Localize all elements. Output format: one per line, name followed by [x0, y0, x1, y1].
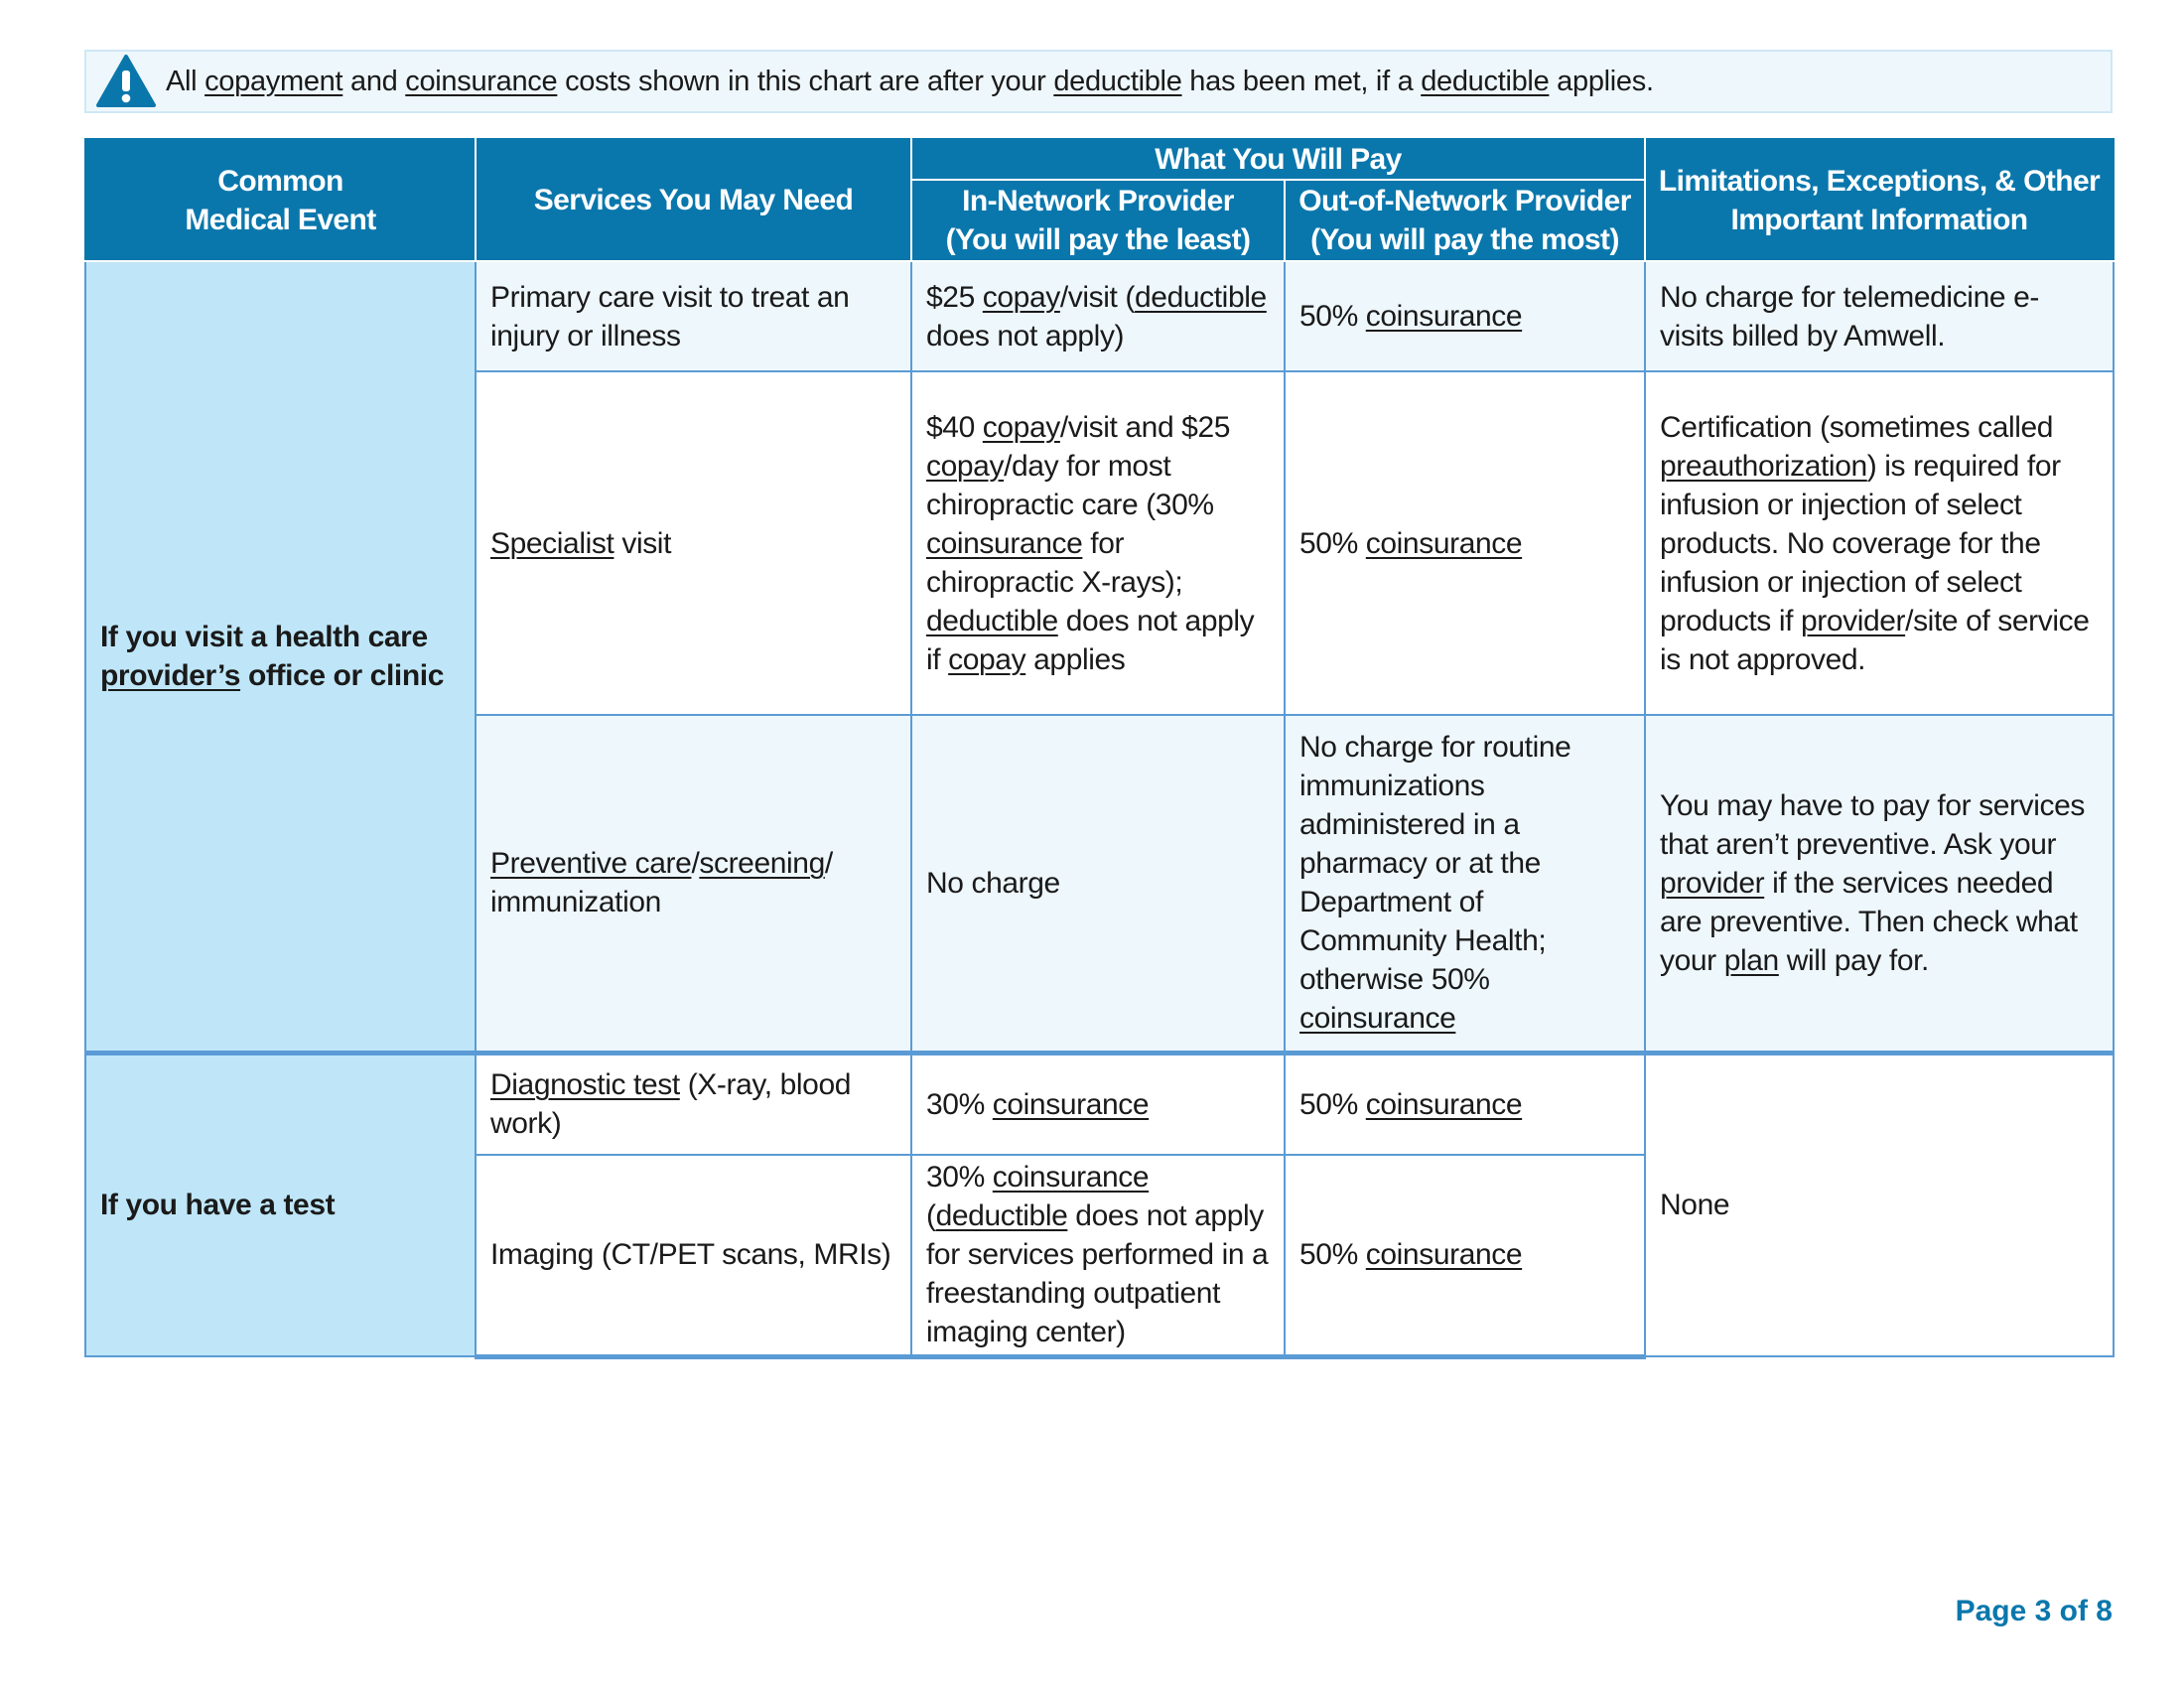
provider-link[interactable]: provider [1660, 866, 1765, 900]
event-test: If you have a test [85, 1053, 476, 1356]
out-network-cost: 50% coinsurance [1285, 261, 1645, 371]
in-network-cost: $40 copay/visit and $25 copay/day for most chiropractic care (30% coinsurance for chiropractic X-rays); deductible does not apply if copay applies [911, 371, 1285, 715]
plan-link[interactable]: plan [1723, 943, 1779, 977]
header-in-network: In-Network Provider (You will pay the least) [911, 180, 1285, 261]
copay-link[interactable]: copay [982, 410, 1060, 444]
coinsurance-link[interactable]: coinsurance [1299, 1002, 1456, 1036]
coinsurance-link[interactable]: coinsurance [992, 1161, 1150, 1195]
page-number: Page 3 of 8 [1955, 1595, 2113, 1627]
provider-link[interactable]: provider [1800, 604, 1906, 637]
in-network-cost: 30% coinsurance (deductible does not apply for services performed in a freestanding outpatient imaging center) [911, 1155, 1285, 1356]
limitations-text: No charge for telemedicine e-visits billed by Amwell. [1645, 261, 2114, 371]
limitations-text: Certification (sometimes called preauthorization) is required for infusion or injection of select products. No coverage for the infusion or injection of select products if provider/site of service is not approved. [1645, 371, 2114, 715]
deductible-link[interactable]: deductible [1421, 65, 1550, 97]
benefits-table [84, 138, 2115, 1359]
provider-link[interactable]: provider’s [100, 658, 241, 692]
diagnostic-test-link[interactable]: Diagnostic test [490, 1068, 680, 1102]
deductible-link[interactable]: deductible [926, 604, 1058, 637]
in-network-cost: 30% coinsurance [911, 1053, 1285, 1155]
service-preventive-care: Preventive care/screening/ immunization [476, 715, 911, 1053]
out-network-cost: 50% coinsurance [1285, 371, 1645, 715]
header-common-medical-event: Common Medical Event [85, 139, 476, 261]
limitations-text: None [1645, 1053, 2114, 1356]
cost-notice-banner [84, 50, 2113, 113]
screening-link[interactable]: screening [699, 847, 825, 881]
deductible-link[interactable]: deductible [935, 1199, 1068, 1233]
notice-text: All copayment and coinsurance costs shown in this chart are after your deductible has been met, if a deductible applies. [166, 65, 1654, 97]
service-specialist: Specialist visit [476, 371, 911, 715]
header-what-you-will-pay: What You Will Pay [911, 139, 1645, 180]
coinsurance-link[interactable]: coinsurance [1365, 300, 1523, 333]
limitations-text: You may have to pay for services that aren’t preventive. Ask your provider if the services needed are preventive. Then check what your plan will pay for. [1645, 715, 2114, 1053]
out-network-cost: No charge for routine immunizations administered in a pharmacy or at the Department of Community Health; otherwise 50% coinsurance [1285, 715, 1645, 1053]
event-office-visit: If you visit a health care provider’s office or clinic [85, 261, 476, 1053]
header-services: Services You May Need [476, 139, 911, 261]
deductible-link[interactable]: deductible [1135, 280, 1267, 314]
coinsurance-link[interactable]: coinsurance [992, 1087, 1150, 1121]
coinsurance-link[interactable]: coinsurance [405, 65, 558, 97]
in-network-cost: $25 copay/visit (deductible does not apply) [911, 261, 1285, 371]
coinsurance-link[interactable]: coinsurance [1365, 1238, 1523, 1272]
in-network-cost: No charge [911, 715, 1285, 1053]
service-diagnostic-test: Diagnostic test (X-ray, blood work) [476, 1053, 911, 1155]
warning-triangle-icon [86, 50, 166, 113]
copayment-link[interactable]: copayment [205, 65, 343, 97]
copay-link[interactable]: copay [926, 449, 1005, 483]
service-imaging: Imaging (CT/PET scans, MRIs) [476, 1155, 911, 1356]
specialist-link[interactable]: Specialist [490, 526, 614, 560]
copay-link[interactable]: copay [982, 280, 1060, 314]
preventive-care-link[interactable]: Preventive care [490, 847, 692, 881]
service-primary-care: Primary care visit to treat an injury or illness [476, 261, 911, 371]
out-network-cost: 50% coinsurance [1285, 1053, 1645, 1155]
copay-link[interactable]: copay [948, 642, 1026, 676]
deductible-link[interactable]: deductible [1053, 65, 1182, 97]
preauthorization-link[interactable]: preauthorization [1660, 449, 1867, 483]
coinsurance-link[interactable]: coinsurance [926, 526, 1083, 560]
coinsurance-link[interactable]: coinsurance [1365, 526, 1523, 560]
coinsurance-link[interactable]: coinsurance [1365, 1087, 1523, 1121]
table-row [85, 1053, 2114, 1155]
header-out-of-network: Out-of-Network Provider (You will pay the most) [1285, 180, 1645, 261]
header-limitations: Limitations, Exceptions, & Other Important Information [1645, 139, 2114, 261]
table-row [85, 261, 2114, 371]
out-network-cost: 50% coinsurance [1285, 1155, 1645, 1356]
